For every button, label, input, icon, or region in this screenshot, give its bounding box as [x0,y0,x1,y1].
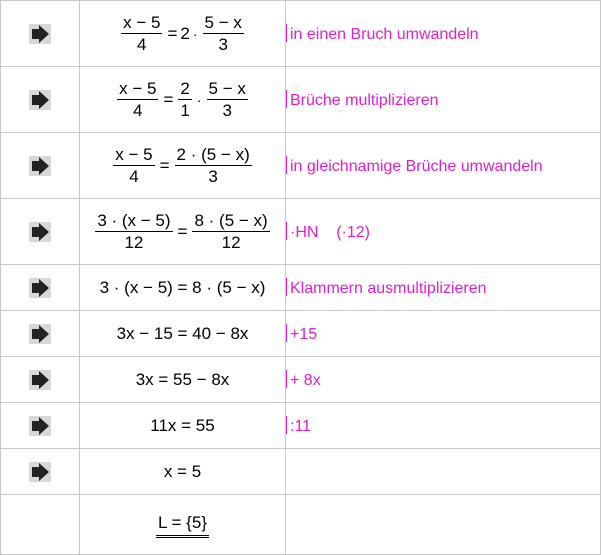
equation-cell [80,403,286,449]
equation-cell [80,495,286,555]
annotation-cell [286,311,601,357]
equation-cell [80,133,286,199]
coefficient: 2 [180,23,190,43]
step-row [1,403,601,449]
annotation-cell [286,67,601,133]
annotation-cell [286,449,601,495]
fraction [192,211,269,252]
annotation-text: + 8x [290,371,321,389]
annotation-bar [286,156,287,174]
equation-cell [80,449,286,495]
annotation-bar [286,24,287,42]
equation [80,79,285,120]
annotation-bar [286,370,287,388]
arrow-right-icon[interactable] [29,462,51,482]
step-row [1,67,601,133]
solution-set-text: L = {5} [156,512,209,538]
multiply-dot: · [192,25,198,42]
annotation-cell [286,199,601,265]
equals-sign: = [167,23,178,43]
annotation-cell [286,495,601,555]
arrow-right-icon[interactable] [29,278,51,298]
annotation-text: :11 [290,417,312,435]
fraction [203,13,244,54]
denominator: 12 [124,233,144,252]
multiply-dot: · [196,91,202,108]
numerator: 5 − x [204,13,242,32]
annotation-text: in gleichnamige Brüche umwandeln [290,157,543,175]
equation [80,145,285,186]
fraction [207,79,248,120]
equation-cell [80,357,286,403]
denominator: 4 [133,101,143,120]
arrow-right-icon[interactable] [29,222,51,242]
denominator: 12 [221,233,241,252]
arrow-right-icon[interactable] [29,416,51,436]
fraction [95,211,172,252]
annotation-cell [286,133,601,199]
icon-cell [1,265,80,311]
arrow-right-icon[interactable] [29,24,51,44]
numerator: 2 [180,79,190,98]
annotation-text: ·HN (·12) [290,223,370,241]
icon-cell [1,199,80,265]
denominator: 3 [208,167,218,186]
equation-cell [80,67,286,133]
annotation-cell [286,265,601,311]
numerator: 5 − x [208,79,246,98]
annotation-bar [286,222,287,240]
icon-cell [1,495,80,555]
equation: 3x = 55 − 8x [135,369,230,389]
icon-cell [1,403,80,449]
numerator: 8 · (5 − x) [194,211,268,230]
numerator: x − 5 [123,13,161,32]
step-row [1,495,601,555]
equation-cell [80,1,286,67]
arrow-right-icon[interactable] [29,90,51,110]
equals-sign: = [163,89,174,109]
numerator: 2 · (5 − x) [176,145,250,164]
annotation-cell [286,1,601,67]
numerator: x − 5 [115,145,153,164]
annotation-text: Brüche multiplizieren [290,91,439,109]
denominator: 3 [218,35,228,54]
fraction [113,145,154,186]
arrow-right-icon[interactable] [29,370,51,390]
annotation-text: in einen Bruch umwandeln [290,25,479,43]
equation: x = 5 [163,461,202,481]
icon-cell [1,1,80,67]
fraction [117,79,158,120]
equals-sign: = [177,221,188,241]
step-row [1,199,601,265]
equation-cell [80,265,286,311]
annotation-bar [286,278,287,296]
denominator: 4 [129,167,139,186]
step-row [1,1,601,67]
equation-cell [80,311,286,357]
fraction [178,79,191,120]
step-row [1,357,601,403]
arrow-right-icon[interactable] [29,156,51,176]
equation [80,13,285,54]
denominator: 3 [222,101,232,120]
arrow-right-icon[interactable] [29,324,51,344]
denominator: 1 [180,101,190,120]
equation: 3x − 15 = 40 − 8x [116,323,249,343]
step-row [1,265,601,311]
annotation-text: +15 [290,325,318,343]
equation-cell [80,199,286,265]
solution-set [80,512,285,538]
icon-cell [1,133,80,199]
annotation-cell [286,403,601,449]
icon-cell [1,311,80,357]
annotation-text: Klammern ausmultiplizieren [290,279,487,297]
equation [80,211,285,252]
step-row [1,449,601,495]
step-row [1,311,601,357]
numerator: x − 5 [119,79,157,98]
fraction [175,145,252,186]
annotation-bar [286,324,287,342]
numerator: 3 · (x − 5) [97,211,171,230]
equals-sign: = [159,155,170,175]
icon-cell [1,449,80,495]
denominator: 4 [137,35,147,54]
annotation-bar [286,90,287,108]
icon-cell [1,67,80,133]
equation: 3 · (x − 5) = 8 · (5 − x) [99,277,266,297]
annotation-cell [286,357,601,403]
fraction [121,13,162,54]
step-row [1,133,601,199]
equation: 11x = 55 [150,415,215,435]
icon-cell [1,357,80,403]
annotation-bar [286,416,287,434]
